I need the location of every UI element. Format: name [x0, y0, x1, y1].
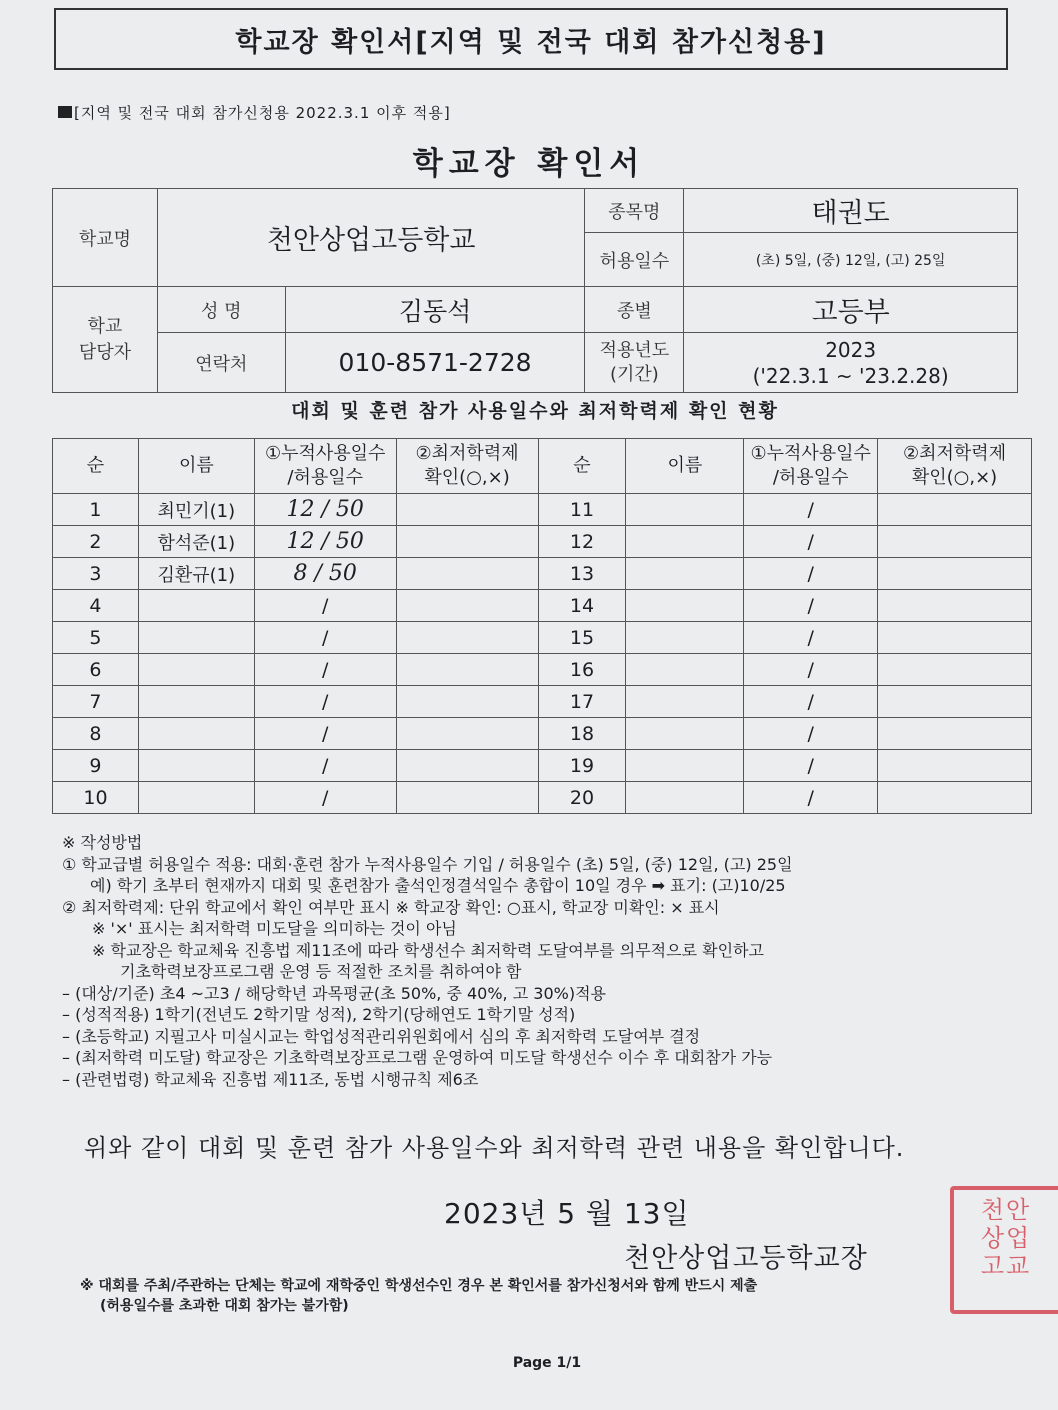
instruction-line: 예) 학기 초부터 현재까지 대회 및 훈련참가 출석인정결석일수 총합이 10일 경우 ➡ 표기: (고)10/25 — [90, 876, 786, 895]
row-no: 6 — [53, 654, 139, 686]
row-no: 17 — [538, 686, 626, 718]
row-name: 최민기(1) — [138, 494, 254, 526]
header-no: 순 — [53, 439, 139, 494]
table-header-row — [53, 439, 1032, 494]
table-row — [53, 558, 1032, 590]
header-name: 이름 — [138, 439, 254, 494]
row-no: 15 — [538, 622, 626, 654]
table-row — [53, 750, 1032, 782]
name-label: 성 명 — [157, 287, 285, 333]
row-used-days: / — [254, 590, 396, 622]
notice-text: [지역 및 전국 대회 참가신청용 2022.3.1 이후 적용] — [74, 104, 451, 122]
row-name: 함석준(1) — [138, 526, 254, 558]
row-academic-check — [878, 750, 1032, 782]
header-used-days: ①누적사용일수 /허용일수 — [254, 439, 396, 494]
row-no: 12 — [538, 526, 626, 558]
row-academic-check — [878, 526, 1032, 558]
instruction-line: 기초학력보장프로그램 운영 등 적절한 조치를 취하여야 함 — [120, 962, 522, 981]
row-used-days: / — [254, 782, 396, 814]
row-name — [138, 686, 254, 718]
table-row — [53, 590, 1032, 622]
row-used-days: 12 / 50 — [254, 494, 396, 526]
row-used-days: / — [254, 686, 396, 718]
row-no: 19 — [538, 750, 626, 782]
row-academic-check — [396, 782, 538, 814]
document-title: 학교장 확인서 — [412, 146, 646, 182]
instruction-line: – (초등학교) 지필고사 미실시교는 학업성적관리위원회에서 심의 후 최저학력 도달여부 결정 — [62, 1026, 701, 1046]
contact-value: 010-8571-2728 — [285, 333, 585, 393]
instruction-line: – (최저학력 미도달) 학교장은 기초학력보장프로그램 운영하여 미도달 학생선수 이수 후 대회참가 가능 — [62, 1048, 773, 1067]
row-name — [626, 590, 744, 622]
year-cell — [684, 333, 1018, 393]
row-academic-check — [878, 590, 1032, 622]
row-academic-check — [878, 654, 1032, 686]
row-academic-check — [396, 686, 538, 718]
row-used-days: / — [744, 782, 878, 814]
footer-line: ※ 대회를 주최/주관하는 단체는 학교에 재학중인 학생선수인 경우 본 확인서를 참가신청서와 함께 반드시 제출 — [80, 1278, 758, 1294]
form-title: 학교장 확인서[지역 및 전국 대회 참가신청용] — [235, 26, 827, 58]
square-bullet-icon — [58, 106, 72, 118]
official-seal-stamp: 천안 상업 고교 — [950, 1186, 1058, 1314]
table-row — [53, 622, 1032, 654]
row-used-days: / — [744, 686, 878, 718]
row-no: 1 — [53, 494, 139, 526]
row-no: 9 — [53, 750, 139, 782]
row-used-days: 12 / 50 — [254, 526, 396, 558]
form-title-box — [54, 8, 1008, 70]
row-academic-check — [396, 558, 538, 590]
row-name — [138, 590, 254, 622]
row-name — [626, 526, 744, 558]
row-no: 7 — [53, 686, 139, 718]
table-row — [53, 494, 1032, 526]
instruction-line: ※ '×' 표시는 최저학력 미도달을 의미하는 것이 아님 — [92, 919, 457, 938]
row-name — [626, 718, 744, 750]
year-label: 적용년도 (기간) — [585, 333, 684, 393]
row-no: 2 — [53, 526, 139, 558]
header-academic-check: ②최저학력제 확인(○,×) — [878, 439, 1032, 494]
row-used-days: / — [744, 558, 878, 590]
manager-label: 학교 담당자 — [53, 287, 158, 393]
signature-date: 2023년 5 월 13일 — [444, 1197, 690, 1230]
row-no: 10 — [53, 782, 139, 814]
notice-line — [58, 102, 451, 123]
footer-line: (허용일수를 초과한 대회 참가는 불가함) — [100, 1298, 349, 1314]
instruction-line: – (성적적용) 1학기(전년도 2학기말 성적), 2학기(당해연도 1학기말 성적) — [62, 1005, 576, 1024]
page-number: Page 1/1 — [512, 1355, 582, 1371]
row-no: 4 — [53, 590, 139, 622]
allowed-days-label: 허용일수 — [585, 233, 684, 287]
row-name — [138, 750, 254, 782]
instruction-line: ② 최저학력제: 단위 학교에서 확인 여부만 표시 ※ 학교장 확인: ○표시, 학교장 미확인: × 표시 — [62, 897, 720, 917]
instruction-line: ① 학교급별 허용일수 적용: 대회·훈련 참가 누적사용일수 기입 / 허용일수 (초) 5일, (중) 12일, (고) 25일 — [62, 854, 793, 874]
row-academic-check — [396, 718, 538, 750]
row-used-days: / — [744, 718, 878, 750]
row-no: 13 — [538, 558, 626, 590]
row-used-days: / — [744, 750, 878, 782]
principal-title: 천안상업고등학교장 — [624, 1243, 868, 1274]
division-value: 고등부 — [684, 287, 1018, 333]
row-academic-check — [396, 494, 538, 526]
row-used-days: / — [254, 622, 396, 654]
row-name — [138, 622, 254, 654]
row-name — [626, 782, 744, 814]
table-row — [53, 654, 1032, 686]
instructions — [62, 832, 1022, 1090]
table-row — [53, 718, 1032, 750]
school-label: 학교명 — [53, 189, 158, 287]
info-table — [52, 188, 1018, 393]
manager-name: 김동석 — [285, 287, 585, 333]
row-no: 14 — [538, 590, 626, 622]
row-used-days: / — [744, 622, 878, 654]
instruction-line: – (대상/기준) 초4 ~고3 / 해당학년 과목평균(초 50%, 중 40%, 고 30%)적용 — [62, 983, 606, 1003]
row-academic-check — [878, 494, 1032, 526]
participation-table — [52, 438, 1032, 814]
row-name — [626, 558, 744, 590]
row-used-days: / — [254, 750, 396, 782]
header-used-days: ①누적사용일수 /허용일수 — [744, 439, 878, 494]
row-name — [626, 750, 744, 782]
row-academic-check — [396, 590, 538, 622]
event-label: 종목명 — [585, 189, 684, 233]
header-academic-check: ②최저학력제 확인(○,×) — [396, 439, 538, 494]
row-no: 18 — [538, 718, 626, 750]
row-academic-check — [396, 654, 538, 686]
row-academic-check — [878, 622, 1032, 654]
row-used-days: / — [744, 590, 878, 622]
row-no: 20 — [538, 782, 626, 814]
header-name: 이름 — [626, 439, 744, 494]
instruction-line: ※ 학교장은 학교체육 진흥법 제11조에 따라 학생선수 최저학력 도달여부를 의무적으로 확인하고 — [92, 940, 764, 960]
contact-label: 연락처 — [157, 333, 285, 393]
row-no: 11 — [538, 494, 626, 526]
row-no: 16 — [538, 654, 626, 686]
row-used-days: / — [744, 654, 878, 686]
confirmation-statement: 위와 같이 대회 및 훈련 참가 사용일수와 최저학력 관련 내용을 확인합니다. — [84, 1134, 905, 1162]
row-used-days: / — [744, 494, 878, 526]
row-academic-check — [396, 526, 538, 558]
school-name: 천안상업고등학교 — [157, 189, 585, 287]
row-academic-check — [878, 558, 1032, 590]
row-used-days: 8 / 50 — [254, 558, 396, 590]
row-no: 8 — [53, 718, 139, 750]
instruction-line: – (관련법령) 학교체육 진흥법 제11조, 동법 시행규칙 제6조 — [62, 1069, 479, 1089]
period-value: ('22.3.1 ~ '23.2.28) — [752, 363, 949, 388]
row-used-days: / — [254, 654, 396, 686]
table-row — [53, 782, 1032, 814]
row-academic-check — [878, 686, 1032, 718]
row-academic-check — [396, 622, 538, 654]
list-title: 대회 및 훈련 참가 사용일수와 최저학력제 확인 현황 — [291, 400, 779, 422]
footer-note — [80, 1276, 757, 1316]
row-academic-check — [878, 782, 1032, 814]
row-name — [626, 686, 744, 718]
header-no: 순 — [538, 439, 626, 494]
row-name: 김환규(1) — [138, 558, 254, 590]
division-label: 종별 — [585, 287, 684, 333]
row-name — [626, 622, 744, 654]
row-no: 5 — [53, 622, 139, 654]
row-used-days: / — [254, 718, 396, 750]
row-academic-check — [878, 718, 1032, 750]
row-name — [138, 782, 254, 814]
row-name — [138, 718, 254, 750]
row-academic-check — [396, 750, 538, 782]
allowed-days-value: (초) 5일, (중) 12일, (고) 25일 — [684, 233, 1018, 287]
row-no: 3 — [53, 558, 139, 590]
year-value: 2023 — [825, 337, 877, 362]
row-name — [138, 654, 254, 686]
table-row — [53, 526, 1032, 558]
row-used-days: / — [744, 526, 878, 558]
event-value: 태권도 — [684, 189, 1018, 233]
instructions-heading: ※ 작성방법 — [62, 833, 143, 852]
row-name — [626, 494, 744, 526]
row-name — [626, 654, 744, 686]
table-row — [53, 686, 1032, 718]
